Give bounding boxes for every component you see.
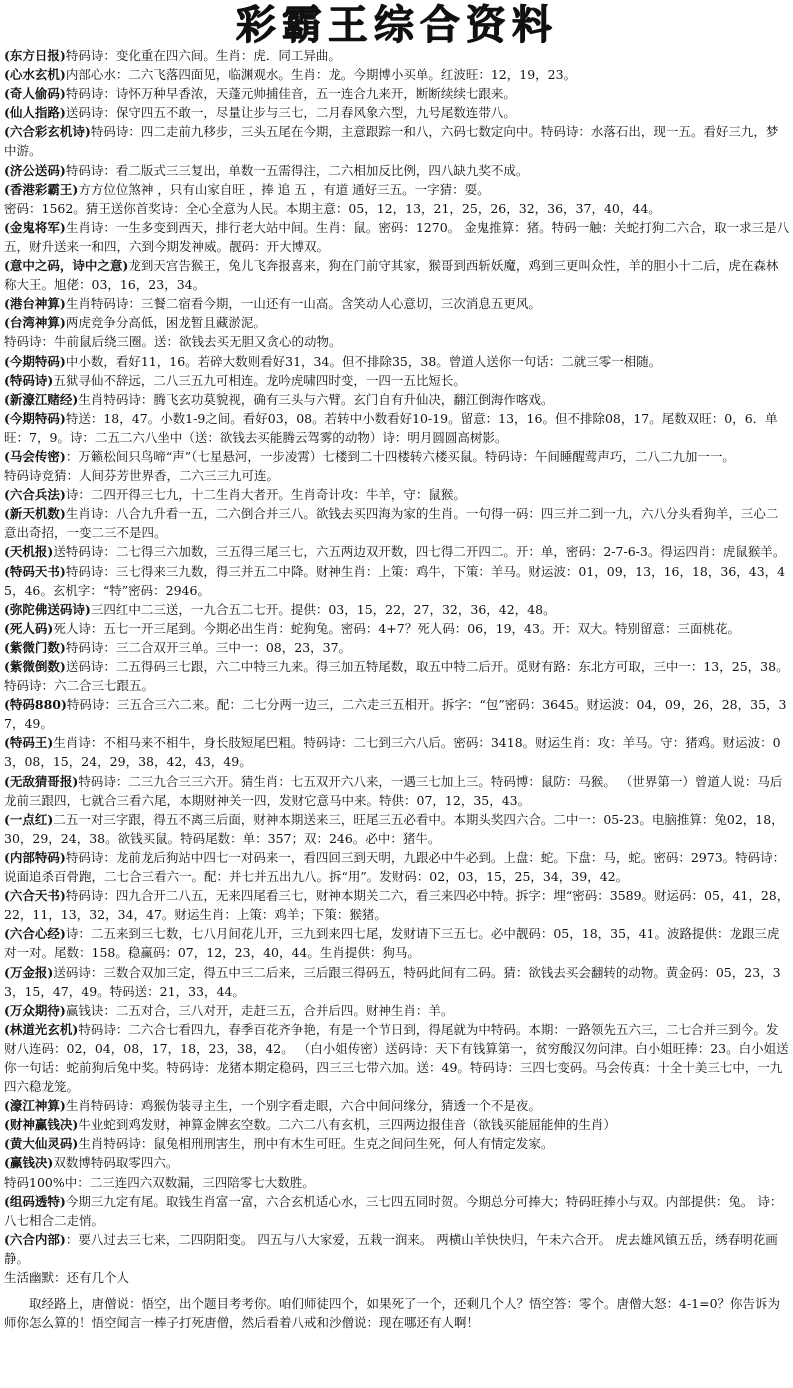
entries-list xyxy=(4,46,790,1287)
entry-tag: (特码880) xyxy=(4,697,67,713)
entry-tag: (奇人偷码) xyxy=(4,86,66,102)
entry-tag: (特码天书) xyxy=(4,563,66,579)
page-title: 彩霸王综合资料 xyxy=(235,2,558,48)
entry-text: ：万籁松间只鸟啼“声”（七星悬河，一步凌霄）七楼到二十四楼转六楼买鼠。特码诗：午间睡醒莺声巧，二八二九加一一。 xyxy=(65,448,735,464)
entry xyxy=(4,122,790,160)
entry-text: 特送：18，47。小数1-9之间。看好03，08。若转中小数看好10-19。留意：13，16。但不排除08，17。尾数双旺：0，6．单旺：7，9。诗：二五二六八坐中（送：欲钱去买能腾云驾雾的动物）诗：明月圆圆高树影。 xyxy=(4,410,778,445)
entry xyxy=(4,963,790,1001)
entry-text: 特码诗：看二版式三三复出，单数一五需得注，二六相加反比例，四八缺九奖不成。 xyxy=(65,162,529,178)
entry-tag: (林道光玄机) xyxy=(4,1021,79,1037)
entry-tag: (内部特码) xyxy=(4,849,66,865)
entry-tag: (特码王) xyxy=(4,735,54,751)
entry xyxy=(4,1020,790,1096)
footer-joke xyxy=(4,1294,790,1332)
entry-text: 龙到天宫告猴王，兔儿飞奔报喜来，狗在门前守其家，猴哥到西斩妖魔，鸡到三更叫众性，羊的胆小十二后，虎在森林称大王。旭佬：03，16，23，34。 xyxy=(4,258,779,293)
entry-tag: (濠江神算) xyxy=(4,1098,66,1114)
entry-text: 特码诗：龙前龙后狗站中四七一对码来一，看四回三到天明，九跟必中牛必到。上盘：蛇。下盘：马，蛇。密码：2973。特码诗：说面追杀百骨跑，二七合三看六一。配：并七并五出九八。拆“用”。发财码：02，03，15，25，34，39，42。 xyxy=(4,849,786,885)
entry-tag: (台湾神算) xyxy=(4,315,66,331)
entry-text: 赢钱诀：二五对合，三八对开，走赶三五，合并后四。财神生肖：羊。 xyxy=(65,1002,454,1018)
entry xyxy=(4,657,790,695)
entry-tag: (今期特码) xyxy=(4,353,66,369)
entry-tag: (金鬼将军) xyxy=(4,219,66,235)
entry-tag: (特码诗) xyxy=(4,372,54,388)
entry-tag: (弥陀佛送码诗) xyxy=(4,601,91,617)
entry-tag: (六合心经) xyxy=(4,926,66,942)
entry xyxy=(4,313,790,332)
entry-tag: (仙人指路) xyxy=(4,105,66,121)
entry xyxy=(4,1153,790,1172)
entry-text: 二五一对三字跟，得五不离三后面，财神本期送来三，旺尾三五必看中。本期头奖四六合。二中一：05-23。电脑推算：兔02，18，30，29，24，38。欲钱买鼠。特码尾数：单：357；双：246。必中：猪牛。 xyxy=(4,811,784,846)
entry xyxy=(4,810,790,848)
entry xyxy=(4,848,790,886)
entry-text: 送码诗：保守四五不敢一，尽量让步与三七，二月春风象六型，九号尾数连带八。 xyxy=(65,105,516,121)
entry-tag: (万金报) xyxy=(4,964,54,980)
entry xyxy=(4,46,790,65)
entry-tag: (六合内部) xyxy=(4,1231,66,1247)
entry xyxy=(4,600,790,619)
entry-text: 两虎竞争分高低，困龙暂且藏淤泥。 xyxy=(65,315,266,331)
entry xyxy=(4,1268,790,1287)
entry-tag: (万众期待) xyxy=(4,1002,66,1018)
entry-text: 牛业蛇到鸡发财，神算金牌玄空数。二六二八有玄机，三四两边报佳音（欲钱买能屈能伸的生肖） xyxy=(78,1117,616,1133)
entry xyxy=(4,352,790,371)
entry-text: 生肖特码诗：三餐二宿看今期，一山还有一山高。含笑动人心意切，三次消息五更风。 xyxy=(65,296,541,312)
entry-text: ：要八过去三七来，二四阴阳变。 四五与八大家爱，五栽一润来。 两横山羊快快归，午未六合开。 虎去雄风镇五岳，绣春明花画静。 xyxy=(4,1231,778,1266)
entry-tag: (济公送码) xyxy=(4,162,66,178)
entry xyxy=(4,638,790,657)
entry xyxy=(4,409,790,447)
entry-text: 送码诗：三数合双加三定，得五中三二后来，三后跟三得码五，特码此间有二码。猜：欲钱去买会翻转的动物。黄金码：05，23，33，15，47，49。特码送：21，33，44。 xyxy=(4,964,781,999)
entry-tag: (马会传密) xyxy=(4,448,66,464)
entry-text: 特码诗：二三九合三三六开。猜生肖：七五双开六八来，一遇三七加上三。特码博：鼠防：马猴。 （世界第一）曾道人说：马后龙前三跟四，七就合三看六尾，本期财神关一四，发财它意马中来。特供：07，12，35，43。 xyxy=(4,773,783,808)
entry-text: 内部心水：二六飞落四面见，临渊观水。生肖：龙。今期博小买单。红波旺：12，19，23。 xyxy=(65,67,577,83)
footer-paragraph: 取经路上，唐僧说：悟空，出个题目考考你。咱们师徒四个，如果死了一个，还剩几个人？悟空答：零个。唐僧大怒：4-1=0？你告诉为师你怎么算的！悟空闻言一棒子打死唐僧，然后看着八戒和沙僧说：现在哪还有人啊！ xyxy=(4,1296,781,1330)
entry-text: 死人诗：五七一开三尾到。今期必出生肖：蛇狗兔。密码：4+7？死人码：06，19，43。开：双大。特别留意：三面桃花。 xyxy=(53,620,740,636)
entry-text: 生活幽默：还有几个人 xyxy=(4,1270,130,1285)
entry xyxy=(4,218,790,256)
entry xyxy=(4,485,790,504)
entry-text: 方方位位煞神 ，只有山家自旺 ，捧 追 五 ，有道 通好三五。一字猜：耍。 xyxy=(78,181,490,197)
entry-tag: (天机报) xyxy=(4,544,54,560)
entry-tag: (心水玄机) xyxy=(4,67,66,83)
entry-tag: (东方日报) xyxy=(4,48,66,63)
entry xyxy=(4,886,790,924)
entry xyxy=(4,695,790,733)
entry-text: 特码诗：三七得来三九数，得三并五二中降。财神生肖：上策：鸡牛，下策：羊马。财运波：01，09，13，16，18，36，43，45，46。玄机字：“特”密码：2946。 xyxy=(4,563,786,598)
entry xyxy=(4,84,790,103)
entry xyxy=(4,1134,790,1153)
entry xyxy=(4,1230,790,1268)
entry xyxy=(4,103,790,122)
entry-text: 中小数，看好11，16。若碎大数则看好31，34。但不排除35，38。曾道人送你一句话：二就三零一相随。 xyxy=(65,353,662,369)
entry-text: 送码诗：二五得码三七跟，六二中特三九来。得三加五特尾数，取五中特二后开。觅财有路：东北方可取，三中一：13，25，38。特码诗：六二合三七跟五。 xyxy=(4,659,789,694)
entry xyxy=(4,1096,790,1115)
entry-text: 特码诗：牛前鼠后绕三圈。送：欲钱去买无胆又贪心的动物。 xyxy=(4,334,342,350)
entry xyxy=(4,199,790,218)
entry-tag: (今期特码) xyxy=(4,410,66,426)
entry xyxy=(4,371,790,390)
entry xyxy=(4,447,790,466)
entry-text: 特码诗：二六合七看四九，春季百花齐争艳，有是一个节日到，得尾就为中特码。本期：一路领先五六三，二七合并三到今。发财八连码：02，04，08，17，18，23，38，42。 （白小姐传密）送码诗：天下有钱算第一，贫穷酸汉勿问津。白小姐旺捧：23。白小姐送你一句话：蛇前狗后兔中奖。特码诗：龙猪本期定稳码，四三三七带六加。送：49。特码诗：三四七变码。马会传真：十全十美三七中，一九四六稳龙笼。 xyxy=(4,1021,789,1095)
entry-text: 特码诗：三五合三六二来。配：二七分两一边三，二六走三五相开。拆字：“包”密码：3645。财运波：04，09，26，28，35，37，49。 xyxy=(4,697,787,732)
entry xyxy=(4,504,790,542)
entry-text: 特码诗：四九合开二八五，无来四尾看三七，财神本期关二六，看三来四必中特。拆字：埋“密码：3589。财运码：05，41，28，22，11，13，32，34，47。财运生肖：上策：鸡羊；下策：猴猪。 xyxy=(4,888,790,923)
entry xyxy=(4,733,790,771)
entry-text: 生肖诗：不相马来不相牛，身长肢短尾巴粗。特码诗：二七到三六八后。密码：3418。财运生肖：攻：羊马。守：猪鸡。财运波：03，08，15，24，29，38，42，43，49。 xyxy=(4,735,781,770)
entry xyxy=(4,1115,790,1134)
entry-tag: (组码透特) xyxy=(4,1193,66,1209)
entry xyxy=(4,180,790,199)
entry-tag: (紫微倒数) xyxy=(4,659,66,674)
entry-text: 密码：1562。猜王送你首奖诗：全心全意为人民。本期主意：05，12，13，21，25，26，32，36，37，40，44。 xyxy=(4,200,661,216)
entry-text: 五狱寻仙不辞远，二八三五九可相连。龙吟虎啸四时变，一四一五比短长。 xyxy=(53,372,466,388)
entry-text: 特码诗：四二走前九移步，三头五尾在今期，主意跟踪一和八，六码七数定向中。特码诗：水落石出，现一五。看好三九，梦中游。 xyxy=(4,124,779,159)
entry-tag: (新天机数) xyxy=(4,506,66,522)
entry xyxy=(4,1173,790,1192)
entry xyxy=(4,161,790,180)
entry xyxy=(4,924,790,962)
entry-tag: (财神赢钱决) xyxy=(4,1117,79,1133)
entry-text: 特码100%中：二三连四六双数漏，三四陪零七大数胜。 xyxy=(4,1174,315,1190)
entry-text: 送特码诗：二七得三六加数，三五得三尾三七，六五两边双开数，四七得二开四二。开：单，密码：2-7-6-3。得运四肖：虎鼠猴羊。 xyxy=(53,544,786,560)
entry-text: 特码诗：变化重在四六间。生肖：虎．同工异曲。 xyxy=(65,48,341,63)
entry xyxy=(4,562,790,600)
entry-tag: (黄大仙灵码) xyxy=(4,1136,79,1152)
entry-tag: (香港彩霸王) xyxy=(4,181,79,197)
entry xyxy=(4,542,790,561)
entry-text: 诗：二四开得三七九，十二生肖大者开。生肖奇计攻：牛羊，守：鼠猴。 xyxy=(65,487,466,503)
entry-tag: (六合彩玄机诗) xyxy=(4,124,91,140)
entry-tag: (死人码) xyxy=(4,620,54,636)
entry-tag: (意中之码，诗中之意) xyxy=(4,258,129,274)
entry-text: 诗：二五来到三七数，七八月间花儿开，三九到来四七尾，发财请下三五七。必中靓码：05，18，35，41。波路提供：龙跟三虎对一对。尾数：158。稳赢码：07，12，23，40，44。生肖提供：狗马。 xyxy=(4,926,780,961)
entry-tag: (六合天书) xyxy=(4,888,66,904)
entry-text: 生肖诗：一生多变到西天，排行老大站中间。生肖：鼠。密码：1270。 金鬼推算：猪。特码一触：关蛇打狗二六合，取一求三是八五，财升送来一和四，六到今期发神威。靓码：开大博双。 xyxy=(4,219,790,254)
entry-text: 双数博特码取零四六。 xyxy=(53,1155,179,1171)
entry-tag: (六合兵法) xyxy=(4,487,66,503)
entry xyxy=(4,332,790,351)
entry xyxy=(4,65,790,84)
entry-tag: (新濠江赌经) xyxy=(4,391,79,407)
entry-text: 特码诗竞猜：人间芬芳世界香，二六三三九可连。 xyxy=(4,468,280,484)
entry-text: 生肖特码诗：鸡猴伪装寻主生，一个别字看走眼，六合中间问缘分，猜透一个不是夜。 xyxy=(65,1098,541,1114)
entry-tag: (港台神算) xyxy=(4,296,66,312)
entry-text: 特码诗：诗怀万种早香浓，天蓬元帅捕佳音，五一连合九来开，断断续续七跟来。 xyxy=(65,86,516,102)
entry-tag: (无敌猜哥报) xyxy=(4,773,79,789)
entry xyxy=(4,772,790,810)
entry-tag: (赢钱决) xyxy=(4,1155,54,1171)
entry-text: 今期三九定有尾。取钱生肖富一富，六合玄机适心水，三七四五同时贺。今期总分可捧大；特码旺捧小与双。内部提供：兔。 诗：八七相合二走悄。 xyxy=(4,1193,783,1228)
entry-text: 三四红中二三送，一九合五二七开。提供：03，15，22，27，32，36，42，48。 xyxy=(90,601,556,617)
entry xyxy=(4,619,790,638)
entry-text: 生肖诗：八合九升看一五，二六倒合并三八。欲钱去买四海为家的生肖。一句得一码：四三并二到一九，六八分头看狗羊，三心二意出奇招，一变二三不是四。 xyxy=(4,506,779,541)
entry xyxy=(4,1001,790,1020)
entry-text: 生肖特码诗：鼠兔相刑刑害生，刑中有木生可旺。生克之间问生死，何人有情定发家。 xyxy=(78,1136,554,1152)
entry-text: 特码诗：三二合双开三单。三中一：08，23，37。 xyxy=(65,639,352,655)
entry-tag: (紫微门数) xyxy=(4,639,66,655)
entry xyxy=(4,390,790,409)
entry xyxy=(4,256,790,294)
entry xyxy=(4,294,790,313)
entry-text: 生肖特码诗：腾飞玄功莫貌视，确有三头与六臂。玄门自有升仙决，翻江倒海作喀戏。 xyxy=(78,391,554,407)
entry xyxy=(4,466,790,485)
entry xyxy=(4,1192,790,1230)
entry-tag: (一点红) xyxy=(4,811,54,827)
